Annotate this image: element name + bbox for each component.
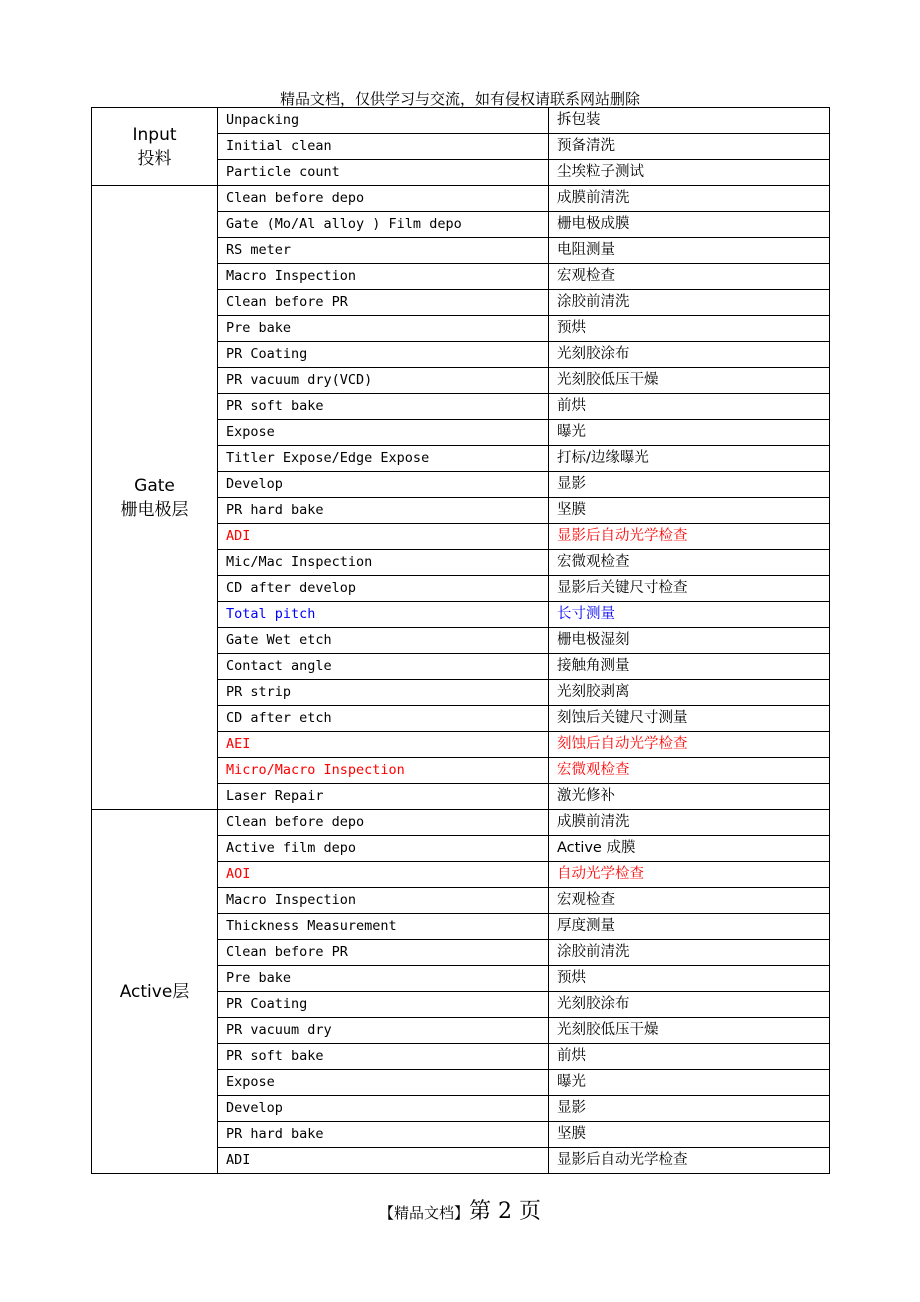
step-name-zh: 厚度测量 bbox=[549, 914, 830, 940]
step-name-zh: 栅电极湿刻 bbox=[549, 628, 830, 654]
step-name-en: PR vacuum dry(VCD) bbox=[218, 368, 549, 394]
table-row bbox=[92, 108, 830, 134]
step-name-en: Gate (Mo/Al alloy ) Film depo bbox=[218, 212, 549, 238]
step-name-zh: 显影后关键尺寸检查 bbox=[549, 576, 830, 602]
layer-name-en: Gate bbox=[134, 475, 175, 496]
step-name-zh: 光刻胶低压干燥 bbox=[549, 1018, 830, 1044]
step-name-en: Pre bake bbox=[218, 966, 549, 992]
step-name-zh: 成膜前清洗 bbox=[549, 186, 830, 212]
step-name-zh: 坚膜 bbox=[549, 1122, 830, 1148]
step-name-zh: 光刻胶低压干燥 bbox=[549, 368, 830, 394]
step-name-zh: 涂胶前清洗 bbox=[549, 940, 830, 966]
step-name-zh: 涂胶前清洗 bbox=[549, 290, 830, 316]
step-name-en: Macro Inspection bbox=[218, 888, 549, 914]
step-name-zh: Active 成膜 bbox=[549, 836, 830, 862]
step-name-en: Expose bbox=[218, 420, 549, 446]
step-name-en: CD after develop bbox=[218, 576, 549, 602]
layer-name-en: Active bbox=[119, 981, 173, 1002]
step-name-en: Particle count bbox=[218, 160, 549, 186]
step-name-zh: 宏微观检查 bbox=[549, 550, 830, 576]
layer-cell bbox=[92, 108, 218, 186]
step-name-en: Initial clean bbox=[218, 134, 549, 160]
step-name-en: Micro/Macro Inspection bbox=[218, 758, 549, 784]
step-name-en: Clean before depo bbox=[218, 186, 549, 212]
step-name-en: Pre bake bbox=[218, 316, 549, 342]
step-name-en: RS meter bbox=[218, 238, 549, 264]
table-row bbox=[92, 810, 830, 836]
step-name-en: PR hard bake bbox=[218, 1122, 549, 1148]
table-row bbox=[92, 186, 830, 212]
layer-name-zh: 栅电极层 bbox=[120, 499, 189, 520]
step-name-zh: 光刻胶涂布 bbox=[549, 992, 830, 1018]
step-name-en: ADI bbox=[218, 524, 549, 550]
step-name-zh: 宏观检查 bbox=[549, 888, 830, 914]
step-name-zh: 刻蚀后自动光学检查 bbox=[549, 732, 830, 758]
step-name-zh: 刻蚀后关键尺寸测量 bbox=[549, 706, 830, 732]
layer-cell bbox=[92, 810, 218, 1174]
step-name-zh: 预烘 bbox=[549, 966, 830, 992]
step-name-zh: 长寸测量 bbox=[549, 602, 830, 628]
step-name-zh: 接触角测量 bbox=[549, 654, 830, 680]
step-name-zh: 预烘 bbox=[549, 316, 830, 342]
step-name-en: AEI bbox=[218, 732, 549, 758]
step-name-en: Develop bbox=[218, 1096, 549, 1122]
page-footer bbox=[0, 1194, 920, 1225]
page-number: 第 2 页 bbox=[469, 1199, 541, 1224]
step-name-en: PR Coating bbox=[218, 992, 549, 1018]
step-name-en: Thickness Measurement bbox=[218, 914, 549, 940]
layer-name-zh: 层 bbox=[172, 981, 190, 1002]
step-name-zh: 前烘 bbox=[549, 1044, 830, 1070]
step-name-en: Titler Expose/Edge Expose bbox=[218, 446, 549, 472]
step-name-zh: 打标/边缘曝光 bbox=[549, 446, 830, 472]
step-name-zh: 坚膜 bbox=[549, 498, 830, 524]
layer-name-zh: 投料 bbox=[137, 148, 172, 169]
footer-tag: 【精品文档】 bbox=[379, 1204, 470, 1222]
step-name-en: Expose bbox=[218, 1070, 549, 1096]
layer-name-en: Input bbox=[132, 124, 177, 145]
step-name-zh: 曝光 bbox=[549, 420, 830, 446]
step-name-en: Develop bbox=[218, 472, 549, 498]
step-name-zh: 显影后自动光学检查 bbox=[549, 524, 830, 550]
step-name-en: Active film depo bbox=[218, 836, 549, 862]
step-name-zh: 电阻测量 bbox=[549, 238, 830, 264]
step-name-en: CD after etch bbox=[218, 706, 549, 732]
step-name-en: PR strip bbox=[218, 680, 549, 706]
step-name-en: Gate Wet etch bbox=[218, 628, 549, 654]
step-name-en: ADI bbox=[218, 1148, 549, 1174]
step-name-zh: 拆包装 bbox=[549, 108, 830, 134]
step-name-zh: 前烘 bbox=[549, 394, 830, 420]
step-name-en: Mic/Mac Inspection bbox=[218, 550, 549, 576]
step-name-en: AOI bbox=[218, 862, 549, 888]
step-name-zh: 曝光 bbox=[549, 1070, 830, 1096]
step-name-zh: 尘埃粒子测试 bbox=[549, 160, 830, 186]
step-name-zh: 宏微观检查 bbox=[549, 758, 830, 784]
step-name-zh: 显影 bbox=[549, 472, 830, 498]
step-name-zh: 显影后自动光学检查 bbox=[549, 1148, 830, 1174]
step-name-zh: 光刻胶剥离 bbox=[549, 680, 830, 706]
page-header: 精品文档，仅供学习与交流，如有侵权请联系网站删除 bbox=[279, 90, 640, 108]
step-name-zh: 栅电极成膜 bbox=[549, 212, 830, 238]
step-name-zh: 显影 bbox=[549, 1096, 830, 1122]
step-name-zh: 激光修补 bbox=[549, 784, 830, 810]
step-name-en: Clean before PR bbox=[218, 940, 549, 966]
step-name-en: Clean before PR bbox=[218, 290, 549, 316]
process-table bbox=[91, 107, 830, 1174]
step-name-en: PR soft bake bbox=[218, 394, 549, 420]
layer-cell bbox=[92, 186, 218, 810]
step-name-en: Contact angle bbox=[218, 654, 549, 680]
step-name-en: Macro Inspection bbox=[218, 264, 549, 290]
step-name-en: PR hard bake bbox=[218, 498, 549, 524]
step-name-en: Clean before depo bbox=[218, 810, 549, 836]
step-name-en: PR vacuum dry bbox=[218, 1018, 549, 1044]
step-name-en: PR soft bake bbox=[218, 1044, 549, 1070]
step-name-zh: 宏观检查 bbox=[549, 264, 830, 290]
step-name-en: Unpacking bbox=[218, 108, 549, 134]
process-table-body bbox=[92, 108, 830, 1174]
step-name-zh: 光刻胶涂布 bbox=[549, 342, 830, 368]
step-name-zh: 预备清洗 bbox=[549, 134, 830, 160]
step-name-en: PR Coating bbox=[218, 342, 549, 368]
step-name-en: Total pitch bbox=[218, 602, 549, 628]
step-name-en: Laser Repair bbox=[218, 784, 549, 810]
step-name-zh: 自动光学检查 bbox=[549, 862, 830, 888]
step-name-zh: 成膜前清洗 bbox=[549, 810, 830, 836]
